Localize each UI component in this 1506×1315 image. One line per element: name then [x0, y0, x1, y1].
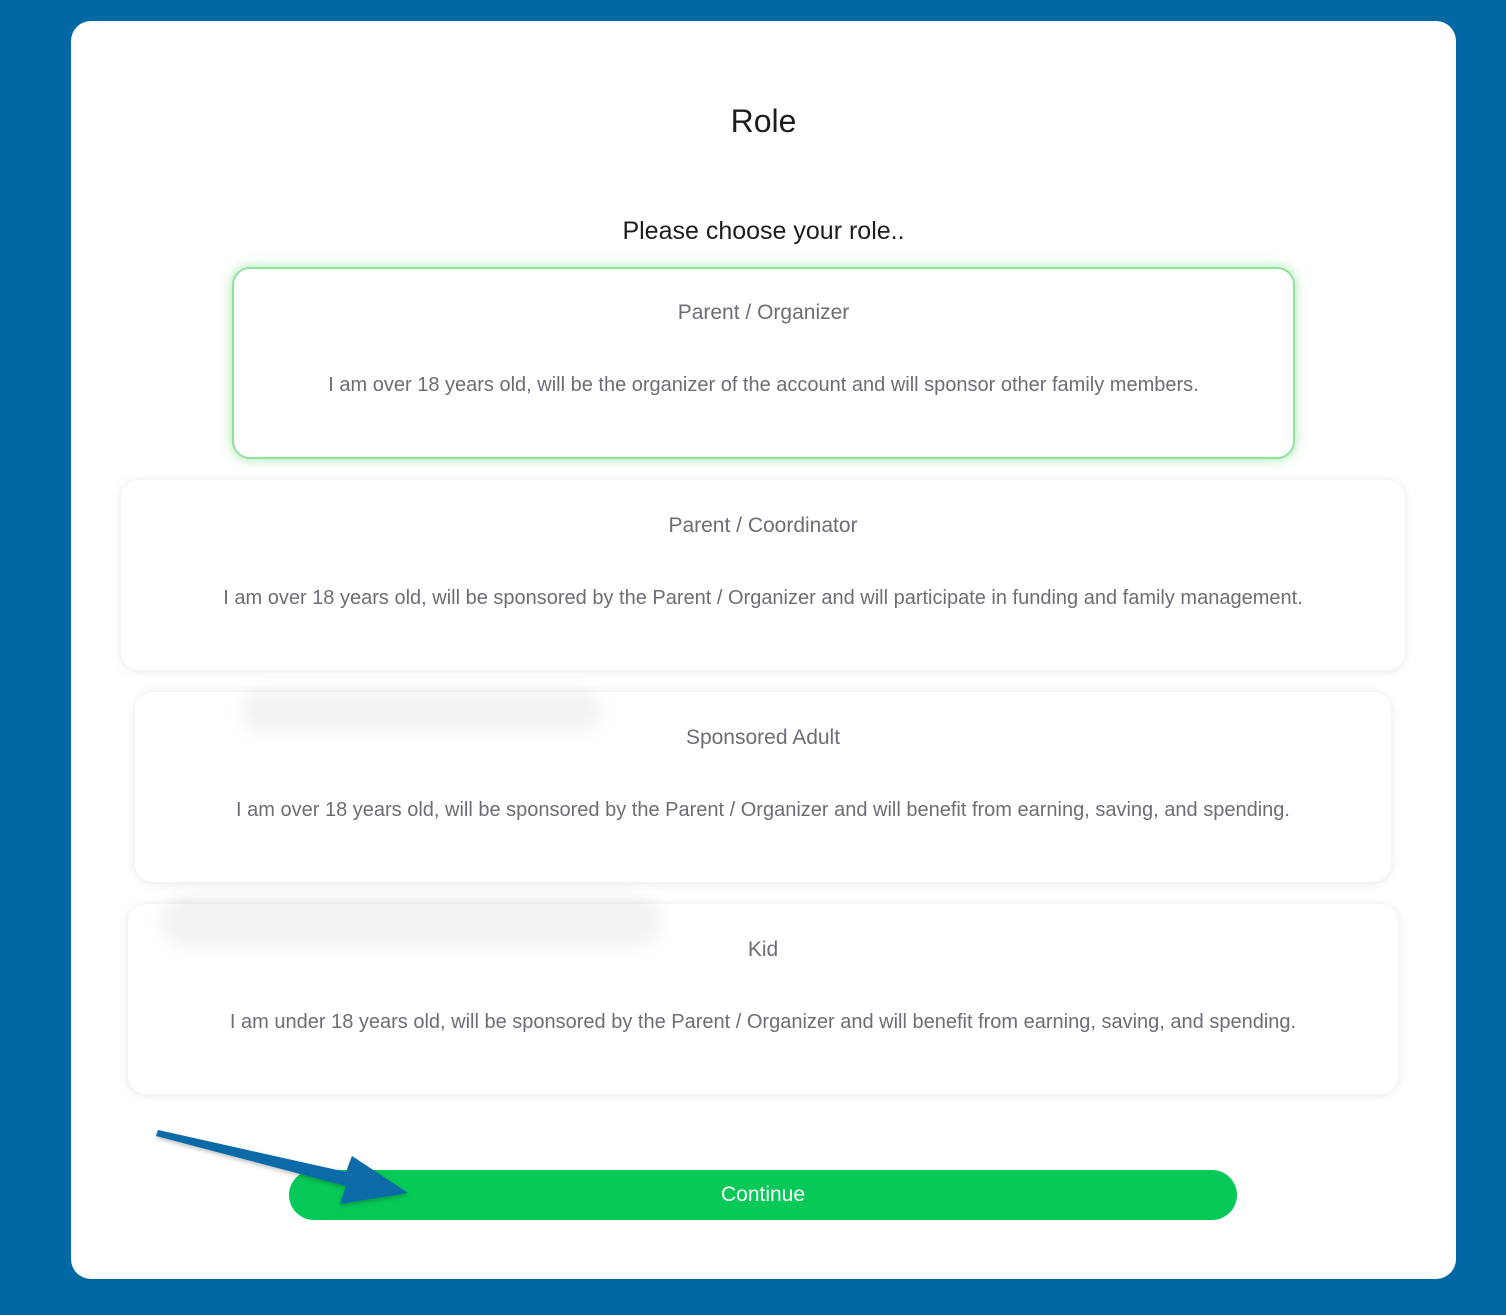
page-title: Role — [730, 103, 797, 139]
role-card-kid[interactable] — [128, 904, 1398, 1094]
role-card-parent-coordinator[interactable] — [121, 480, 1405, 670]
page-subtitle: Please choose your role.. — [622, 217, 905, 245]
role-card-sponsored-adult[interactable] — [135, 692, 1391, 882]
role-selection-panel — [71, 21, 1456, 1279]
role-card-description: I am over 18 years old, will be sponsored by the Parent / Organizer and will participate in funding and family management. — [223, 587, 1303, 609]
role-card-title: Sponsored Adult — [685, 726, 841, 749]
role-card-title: Parent / Organizer — [677, 301, 850, 324]
role-card-description: I am over 18 years old, will be the organizer of the account and will sponsor other family members. — [328, 374, 1199, 396]
role-card-title: Kid — [747, 938, 779, 961]
continue-button[interactable]: Continue — [289, 1170, 1237, 1220]
role-card-description: I am under 18 years old, will be sponsored by the Parent / Organizer and will benefit from earning, saving, and spending. — [229, 1011, 1297, 1033]
role-card-title: Parent / Coordinator — [668, 514, 858, 537]
role-card-parent-organizer[interactable] — [232, 267, 1295, 459]
role-card-description: I am over 18 years old, will be sponsored by the Parent / Organizer and will benefit from earning, saving, and spending. — [236, 799, 1290, 821]
